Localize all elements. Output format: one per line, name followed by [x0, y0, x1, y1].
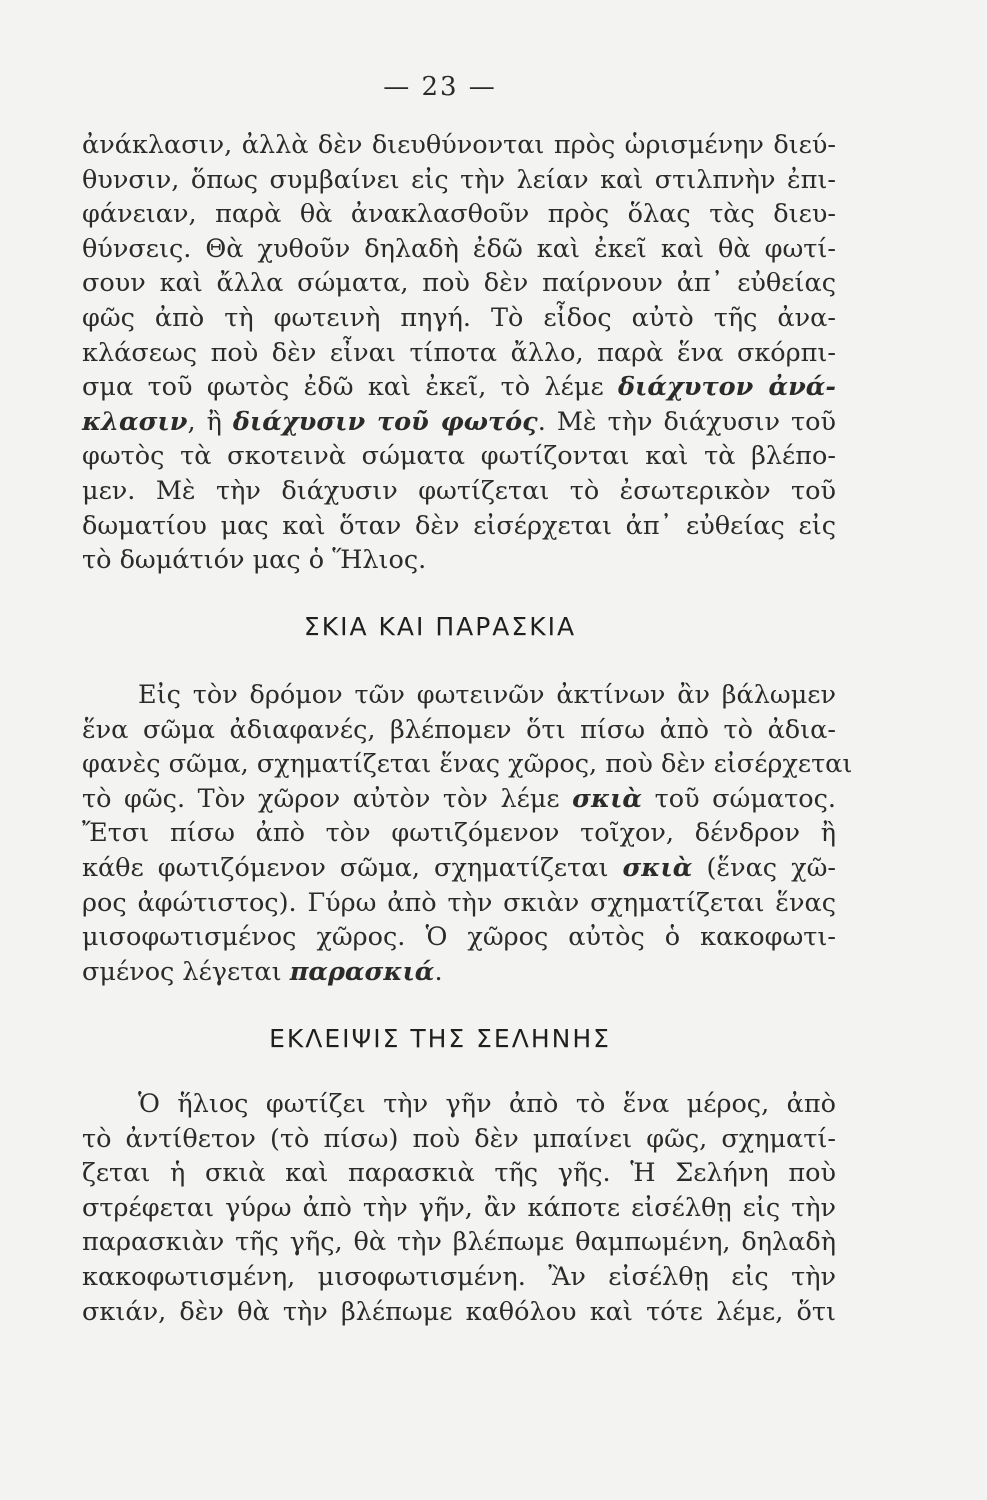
text-run: τὸ φῶς. Τὸν χῶρον αὐτὸν τὸν λέμε — [82, 783, 573, 814]
text-line: φανὲς σῶμα, σχηματίζεται ἕνας χῶρος, ποὺ δὲν εἰσέρχεται — [82, 749, 853, 780]
text-line: τὸ δωμάτιόν μας ὁ Ἥλιος. — [82, 545, 427, 576]
text-line: κακοφωτισμένη, μισοφωτισμένη. Ἂν εἰσέλθῃ εἰς τὴν — [82, 1261, 836, 1292]
text-line: μισοφωτισμένος χῶρος. Ὁ χῶρος αὐτὸς ὁ κακοφωτι- — [82, 922, 836, 953]
section-heading-shadow: ΣΚΙΑ ΚΑΙ ΠΑΡΑΣΚΙΑ — [303, 612, 577, 641]
text-run: σμα τοῦ φωτὸς ἐδῶ καὶ ἐκεῖ, τὸ λέμε — [82, 372, 619, 403]
section-heading-eclipse: ΕΚΛΕΙΨΙΣ ΤΗΣ ΣΕΛΗΝΗΣ — [269, 1024, 611, 1053]
text-line: φῶς ἀπὸ τὴ φωτεινὴ πηγή. Τὸ εἶδος αὐτὸ τῆς ἀνα- — [82, 302, 836, 333]
text-run: τοῦ σώματος. — [642, 783, 836, 814]
paragraph-eclipse — [82, 1087, 836, 1329]
text-line: Εἰς τὸν δρόμον τῶν φωτεινῶν ἀκτίνων ἂν βάλωμεν — [138, 680, 836, 710]
text-line: ἀνάκλασιν, ἀλλὰ δὲν διευθύνονται πρὸς ὡρισμένην διεύ- — [82, 130, 836, 160]
paragraph-reflection — [82, 128, 836, 578]
emphasis-term: κλασιν — [82, 406, 188, 437]
text-line — [82, 782, 836, 817]
emphasis-term: διάχυτον ἀνά- — [618, 372, 836, 403]
text-line: ζεται ἡ σκιὰ καὶ παρασκιὰ τῆς γῆς. Ἡ Σελήνη ποὺ — [82, 1158, 836, 1189]
paragraph-shadow — [82, 678, 853, 989]
text-line: φωτὸς τὰ σκοτεινὰ σώματα φωτίζονται καὶ τὰ βλέπο- — [82, 441, 836, 472]
text-run: (ἕνας χῶ- — [692, 852, 836, 883]
text-line: θύνσεις. Θὰ χυθοῦν δηλαδὴ ἐδῶ καὶ ἐκεῖ καὶ θὰ φωτί- — [82, 233, 836, 264]
emphasis-term: παρασκιά — [289, 956, 435, 987]
text-line: δωματίου μας καὶ ὅταν δὲν εἰσέρχεται ἀπ᾿ εὐθείας εἰς — [82, 510, 836, 541]
emphasis-term: διάχυσιν τοῦ φωτός — [232, 406, 538, 437]
text-line: παρασκιὰν τῆς γῆς, θὰ τὴν βλέπωμε θαμπωμένη, δηλαδὴ — [82, 1227, 836, 1258]
text-line: θυνσιν, ὅπως συμβαίνει εἰς τὴν λείαν καὶ στιλπνὴν ἐπι- — [82, 164, 836, 195]
text-run: κάθε φωτιζόμενον σῶμα, σχηματίζεται — [82, 852, 623, 883]
text-line: στρέφεται γύρω ἀπὸ τὴν γῆν, ἂν κάποτε εἰσέλθῃ εἰς τὴν — [82, 1192, 836, 1223]
text-run: , ἢ — [187, 406, 233, 437]
text-line: σκιάν, δὲν θὰ τὴν βλέπωμε καθόλου καὶ τότε λέμε, ὅτι — [82, 1296, 836, 1327]
text-line — [82, 955, 836, 990]
emphasis-term: σκιὰ — [572, 783, 643, 814]
text-line: σουν καὶ ἄλλα σώματα, ποὺ δὲν παίρνουν ἀπ᾿ εὐθείας — [82, 268, 836, 299]
text-line — [82, 851, 836, 886]
text-line: κλάσεως ποὺ δὲν εἶναι τίποτα ἄλλο, παρὰ ἕνα σκόρπι- — [82, 337, 836, 368]
emphasis-term: σκιὰ — [622, 852, 693, 883]
text-line — [82, 370, 836, 405]
page-number: — 23 — — [383, 72, 497, 102]
text-line: ἕνα σῶμα ἀδιαφανές, βλέπομεν ὅτι πίσω ἀπὸ τὸ ἀδια- — [82, 714, 836, 745]
text-line: ρος ἀφώτιστος). Γύρω ἀπὸ τὴν σκιὰν σχηματίζεται ἕνας — [82, 887, 836, 918]
text-run: σμένος λέγεται — [82, 956, 290, 987]
text-run: . — [434, 956, 443, 987]
text-line: φάνειαν, παρὰ θὰ ἀνακλασθοῦν πρὸς ὅλας τὰς διευ- — [82, 199, 836, 230]
text-line: τὸ ἀντίθετον (τὸ πίσω) ποὺ δὲν μπαίνει φῶς, σχηματί- — [82, 1123, 836, 1154]
text-line: Ἔτσι πίσω ἀπὸ τὸν φωτιζόμενον τοῖχον, δένδρον ἢ — [82, 818, 836, 849]
text-run: . Μὲ τὴν διάχυσιν τοῦ — [537, 406, 836, 437]
text-line: Ὁ ἥλιος φωτίζει τὴν γῆν ἀπὸ τὸ ἕνα μέρος, ἀπὸ — [138, 1089, 836, 1119]
text-line: μεν. Μὲ τὴν διάχυσιν φωτίζεται τὸ ἐσωτερικὸν τοῦ — [82, 475, 836, 506]
text-line — [82, 405, 836, 440]
